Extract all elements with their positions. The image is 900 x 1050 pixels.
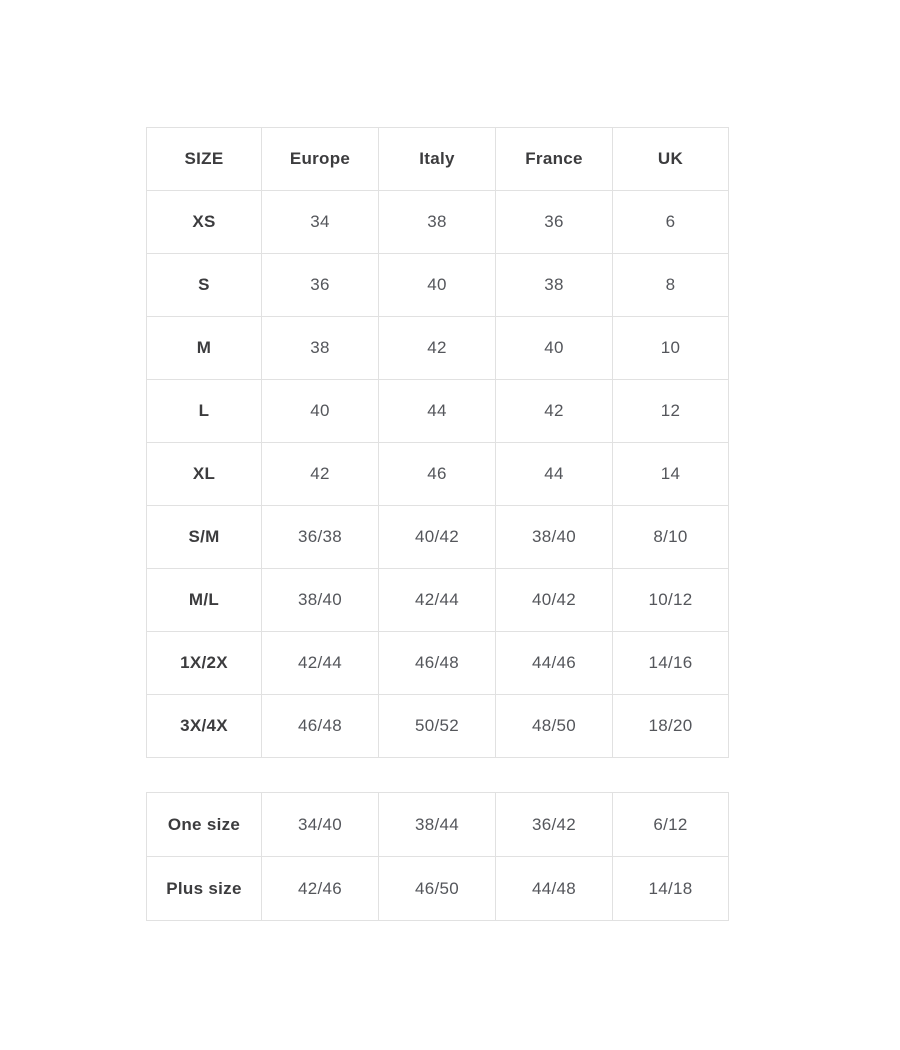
table-row-s	[147, 254, 729, 317]
value-cell: 40	[379, 254, 496, 317]
value-cell: 36	[262, 254, 379, 317]
size-conversion-table	[146, 127, 729, 758]
value-cell: 44/46	[496, 632, 613, 695]
size-label-cell: S	[147, 254, 262, 317]
value-cell: 34	[262, 191, 379, 254]
value-cell: 10	[613, 317, 729, 380]
value-cell: 8/10	[613, 506, 729, 569]
value-cell: 40/42	[379, 506, 496, 569]
value-cell: 10/12	[613, 569, 729, 632]
value-cell: 36/42	[496, 793, 613, 857]
size-label-cell: 3X/4X	[147, 695, 262, 758]
value-cell: 44	[496, 443, 613, 506]
table-row-s-m	[147, 506, 729, 569]
table-row-m	[147, 317, 729, 380]
value-cell: 40	[496, 317, 613, 380]
value-cell: 38	[496, 254, 613, 317]
size-label-cell: M	[147, 317, 262, 380]
table-row-1x-2x	[147, 632, 729, 695]
value-cell: 42	[262, 443, 379, 506]
column-header-uk: UK	[613, 128, 729, 191]
value-cell: 36/38	[262, 506, 379, 569]
table-row-plus-size	[147, 857, 729, 921]
table-row-xs	[147, 191, 729, 254]
table-row-3x-4x	[147, 695, 729, 758]
value-cell: 42/44	[379, 569, 496, 632]
value-cell: 44/48	[496, 857, 613, 921]
value-cell: 42	[379, 317, 496, 380]
size-conversion-chart	[146, 127, 728, 921]
value-cell: 42/44	[262, 632, 379, 695]
value-cell: 42/46	[262, 857, 379, 921]
value-cell: 12	[613, 380, 729, 443]
table-row-l	[147, 380, 729, 443]
value-cell: 42	[496, 380, 613, 443]
value-cell: 6	[613, 191, 729, 254]
value-cell: 44	[379, 380, 496, 443]
size-label-cell: 1X/2X	[147, 632, 262, 695]
value-cell: 36	[496, 191, 613, 254]
size-label-cell: M/L	[147, 569, 262, 632]
size-label-cell: One size	[147, 793, 262, 857]
size-label-cell: S/M	[147, 506, 262, 569]
size-label-cell: Plus size	[147, 857, 262, 921]
table-row-xl	[147, 443, 729, 506]
column-header-france: France	[496, 128, 613, 191]
size-label-cell: L	[147, 380, 262, 443]
value-cell: 38/40	[496, 506, 613, 569]
value-cell: 34/40	[262, 793, 379, 857]
size-label-cell: XL	[147, 443, 262, 506]
value-cell: 38/40	[262, 569, 379, 632]
value-cell: 40	[262, 380, 379, 443]
size-label-cell: XS	[147, 191, 262, 254]
value-cell: 46/48	[262, 695, 379, 758]
value-cell: 18/20	[613, 695, 729, 758]
value-cell: 46/48	[379, 632, 496, 695]
table-row-m-l	[147, 569, 729, 632]
value-cell: 14/16	[613, 632, 729, 695]
column-header-europe: Europe	[262, 128, 379, 191]
value-cell: 46/50	[379, 857, 496, 921]
value-cell: 40/42	[496, 569, 613, 632]
column-header-size: SIZE	[147, 128, 262, 191]
value-cell: 14	[613, 443, 729, 506]
value-cell: 38	[262, 317, 379, 380]
column-header-italy: Italy	[379, 128, 496, 191]
header-row	[147, 128, 729, 191]
value-cell: 38	[379, 191, 496, 254]
value-cell: 38/44	[379, 793, 496, 857]
value-cell: 46	[379, 443, 496, 506]
value-cell: 50/52	[379, 695, 496, 758]
table-row-one-size	[147, 793, 729, 857]
value-cell: 6/12	[613, 793, 729, 857]
value-cell: 48/50	[496, 695, 613, 758]
value-cell: 14/18	[613, 857, 729, 921]
value-cell: 8	[613, 254, 729, 317]
special-sizes-table	[146, 792, 729, 921]
